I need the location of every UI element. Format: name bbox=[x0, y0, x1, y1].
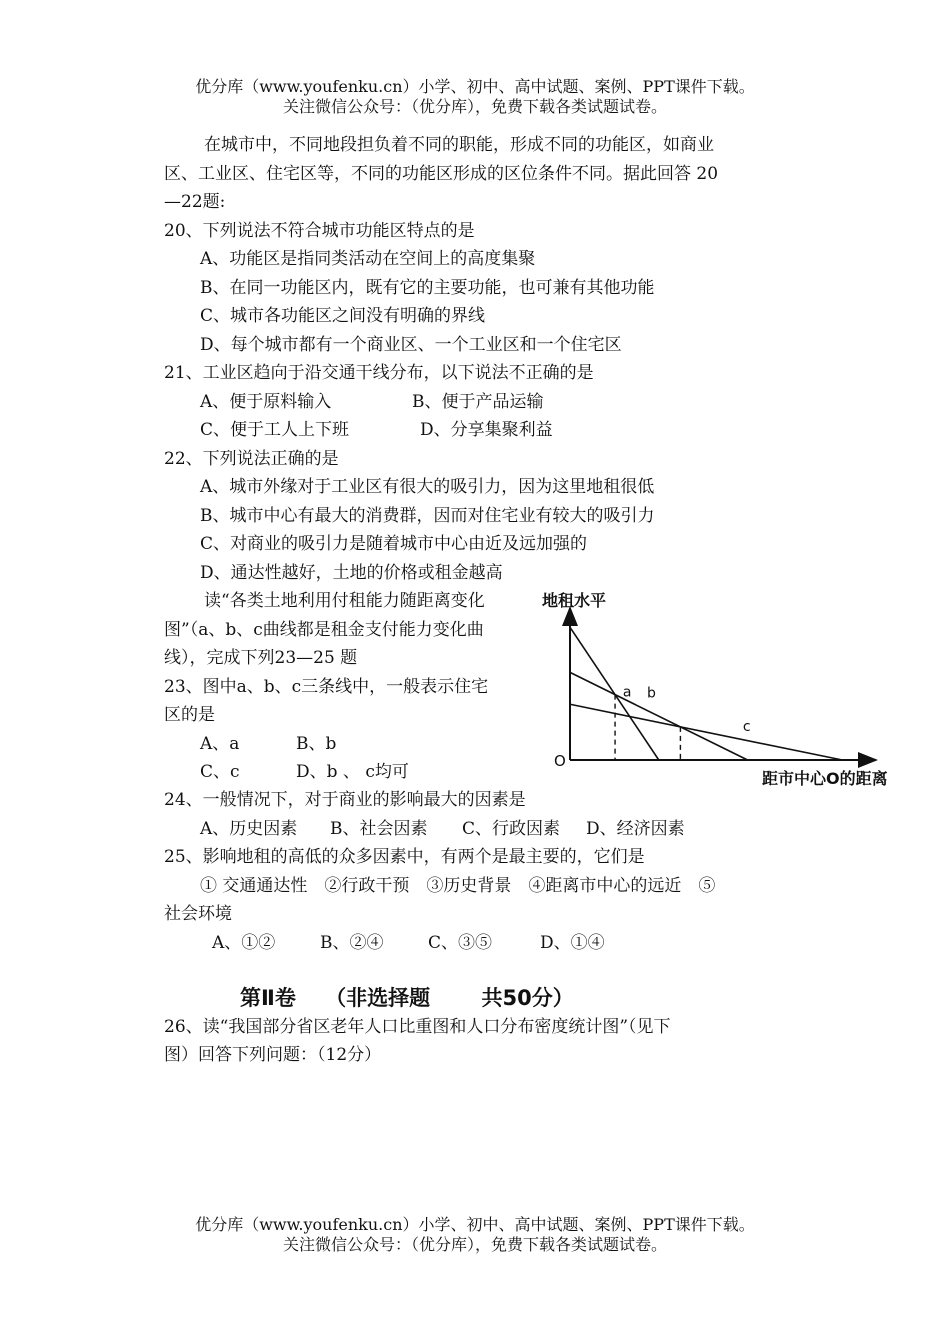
read-line-3: 线），完成下列23—25 题 bbox=[164, 648, 358, 668]
q24-option-d: D、经济因素 bbox=[586, 819, 685, 839]
q26-line-2: 图）回答下列问题：（12分） bbox=[164, 1045, 382, 1065]
origin-label: O bbox=[554, 752, 566, 770]
q23-option-c: C、c bbox=[200, 762, 240, 782]
q22-stem: 22、下列说法正确的是 bbox=[164, 449, 339, 469]
q25-option-b: B、②④ bbox=[320, 933, 384, 953]
page-footer-line1: 优分库（www.youfenku.cn）小学、初中、高中试题、案例、PPT课件下载。 bbox=[195, 1215, 755, 1234]
q20-option-c: C、城市各功能区之间没有明确的界线 bbox=[200, 306, 486, 326]
q20-option-b: B、在同一功能区内，既有它的主要功能，也可兼有其他功能 bbox=[200, 278, 655, 298]
q25-option-d: D、①④ bbox=[540, 933, 605, 953]
q20-option-a: A、功能区是指同类活动在空间上的高度集聚 bbox=[200, 249, 536, 269]
section-2-type: （非选择题 bbox=[325, 986, 431, 1010]
q23-option-b: B、b bbox=[296, 734, 337, 754]
q21-stem: 21、工业区趋向于沿交通干线分布，以下说法不正确的是 bbox=[164, 363, 594, 383]
q20-stem: 20、下列说法不符合城市功能区特点的是 bbox=[164, 221, 475, 241]
q22-option-a: A、城市外缘对于工业区有很大的吸引力，因为这里地租很低 bbox=[200, 477, 655, 497]
q22-option-c: C、对商业的吸引力是随着城市中心由近及远加强的 bbox=[200, 534, 588, 554]
q22-option-d: D、通达性越好，土地的价格或租金越高 bbox=[200, 563, 503, 583]
section-2-score: 共50分） bbox=[481, 986, 574, 1010]
q23-stem-2: 区的是 bbox=[164, 705, 215, 725]
q21-option-d: D、分享集聚利益 bbox=[420, 420, 553, 440]
series-label-a: a bbox=[622, 684, 632, 701]
page-header-line1: 优分库（www.youfenku.cn）小学、初中、高中试题、案例、PPT课件下载。 bbox=[195, 77, 755, 96]
q22-option-b: B、城市中心有最大的消费群，因而对住宅业有较大的吸引力 bbox=[200, 506, 655, 526]
q25-option-a: A、①② bbox=[212, 933, 276, 953]
q23-stem-1: 23、图中a、b、c三条线中，一般表示住宅 bbox=[164, 677, 489, 697]
q24-option-c: C、行政因素 bbox=[462, 819, 561, 839]
q23-option-d: D、b 、 c均可 bbox=[296, 762, 409, 782]
intro-line-3: —22题: bbox=[164, 192, 226, 212]
q20-option-d: D、每个城市都有一个商业区、一个工业区和一个住宅区 bbox=[200, 335, 622, 355]
q26-line-1: 26、读“我国部分省区老年人口比重图和人口分布密度统计图”（见下 bbox=[164, 1017, 671, 1037]
section-2-part: 第Ⅱ卷 bbox=[240, 986, 296, 1010]
q25-stem: 25、影响地租的高低的众多因素中，有两个是最主要的，它们是 bbox=[164, 847, 645, 867]
read-line-1: 读“各类土地利用付租能力随距离变化 bbox=[204, 591, 485, 611]
q21-option-a: A、便于原料输入 bbox=[200, 392, 332, 412]
intro-line-1: 在城市中，不同地段担负着不同的职能，形成不同的功能区，如商业 bbox=[204, 135, 714, 155]
intro-line-2: 区、工业区、住宅区等，不同的功能区形成的区位条件不同。据此回答 20 bbox=[164, 164, 719, 184]
q24-option-a: A、历史因素 bbox=[200, 819, 298, 839]
q21-option-c: C、便于工人上下班 bbox=[200, 420, 350, 440]
section-2-title bbox=[240, 985, 574, 1011]
q25-option-c: C、③⑤ bbox=[428, 933, 493, 953]
series-line-b bbox=[570, 672, 748, 760]
page-footer-line2: 关注微信公众号：（优分库），免费下载各类试题试卷。 bbox=[282, 1235, 667, 1254]
q25-items: ① 交通通达性 ②行政干预 ③历史背景 ④距离市中心的远近 ⑤ bbox=[200, 876, 716, 896]
series-line-c bbox=[570, 704, 842, 760]
q21-option-b: B、便于产品运输 bbox=[412, 392, 544, 412]
q24-stem: 24、一般情况下，对于商业的影响最大的因素是 bbox=[164, 790, 526, 810]
q25-items-cont: 社会环境 bbox=[164, 904, 232, 924]
series-label-c: c bbox=[742, 718, 751, 735]
series-label-b: b bbox=[647, 685, 656, 702]
read-line-2: 图”（a、b、c曲线都是租金支付能力变化曲 bbox=[164, 620, 484, 640]
x-axis-label: 距市中心O的距离 bbox=[762, 769, 888, 788]
page-header-line2: 关注微信公众号：（优分库），免费下载各类试题试卷。 bbox=[282, 97, 667, 116]
q23-option-a: A、a bbox=[200, 734, 240, 754]
q24-option-b: B、社会因素 bbox=[330, 819, 428, 839]
y-axis-label: 地租水平 bbox=[542, 591, 607, 610]
land-rent-chart bbox=[536, 586, 896, 792]
